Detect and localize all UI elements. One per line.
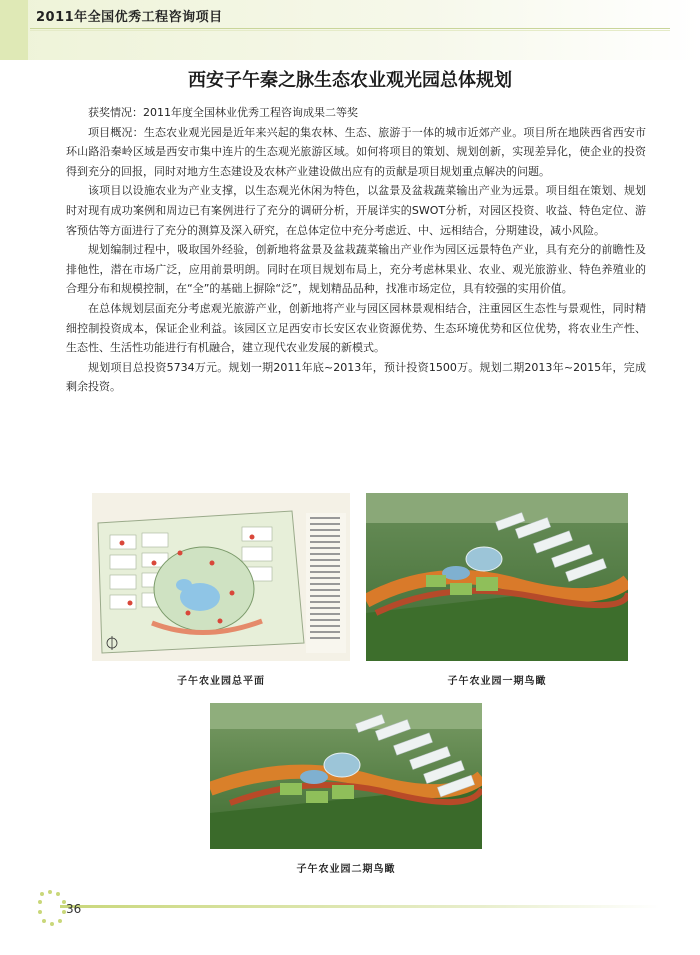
phase1-aerial-image [366,493,628,661]
phase1-caption: 子午农业园一期鸟瞰 [447,676,547,687]
document-body [66,103,646,397]
phase1-aerial-drawing [366,493,628,661]
paragraph-award: 获奖情况：2011年度全国林业优秀工程咨询成果二等奖 [88,106,358,119]
paragraph-planning: 规划编制过程中，吸取国外经验，创新地将盆景及盆栽蔬菜输出产业作为园区远景特色产业，具有充分的前瞻性及排他性，潜在市场广泛，应用前景明朗。同时在项目规划布局上，充分考虑林果业、农业、观光旅游业、特色养殖业的合理分布和规模控制，在“全”的基础上摒除“泛”，规划精品品种，找准市场定位，具有较强的实用价值。 [66,243,646,296]
document-title: 西安子午秦之脉生态农业观光园总体规划 [188,70,512,91]
paragraph-overview: 项目概况：生态农业观光园是近年来兴起的集农林、生态、旅游于一体的城市近郊产业。项目所在地陕西省西安市环山路沿秦岭区域是西安市集中连片的生态观光旅游区域。如何将项目的策划、规划创新，实现差异化，使企业的投资得到充分的回报，同时对地方生态建设及农林产业建设做出应有的贡献是项目规划重点解决的问题。 [66,125,646,178]
paragraph-positioning: 该项目以设施农业为产业支撑，以生态观光休闲为特色，以盆景及盆栽蔬菜输出产业为远景。项目组在策划、规划时对现有成功案例和周边已有案例进行了充分的调研分析，开展详实的SWOT分析，对园区投资、收益、特色定位、游客预估等方面进行了充分的测算及深入研究，在总体定位中充分考虑近、中、远相结合，分期建设，减小风险。 [66,184,646,237]
header-accent [0,0,28,60]
footer-rule [60,905,660,908]
phase2-aerial-image [210,703,482,849]
master-plan-drawing [92,493,350,661]
section-title: 2011年全国优秀工程咨询项目 [36,10,223,25]
phase2-aerial-drawing [210,703,482,849]
header-rule [30,28,670,29]
phase2-caption: 子午农业园二期鸟瞰 [296,864,396,875]
page-number: 36 [66,902,82,916]
header-rule-secondary [30,30,670,31]
paragraph-investment: 规划项目总投资5734万元。规划一期2011年底~2013年，预计投资1500万。规划二期2013年~2015年，完成剩余投资。 [66,360,646,394]
paragraph-landscape: 在总体规划层面充分考虑观光旅游产业，创新地将产业与园区园林景观相结合，注重园区生态性与景观性，同时精细控制投资成本，保证企业利益。该园区立足西安市长安区农业资源优势、生态环境优势和区位优势，将农业生产性、生态性、生活性功能进行有机融合，建立现代农业发展的新模式。 [66,301,646,355]
master-plan-caption: 子午农业园总平面 [177,676,265,687]
master-plan-image [92,493,350,661]
